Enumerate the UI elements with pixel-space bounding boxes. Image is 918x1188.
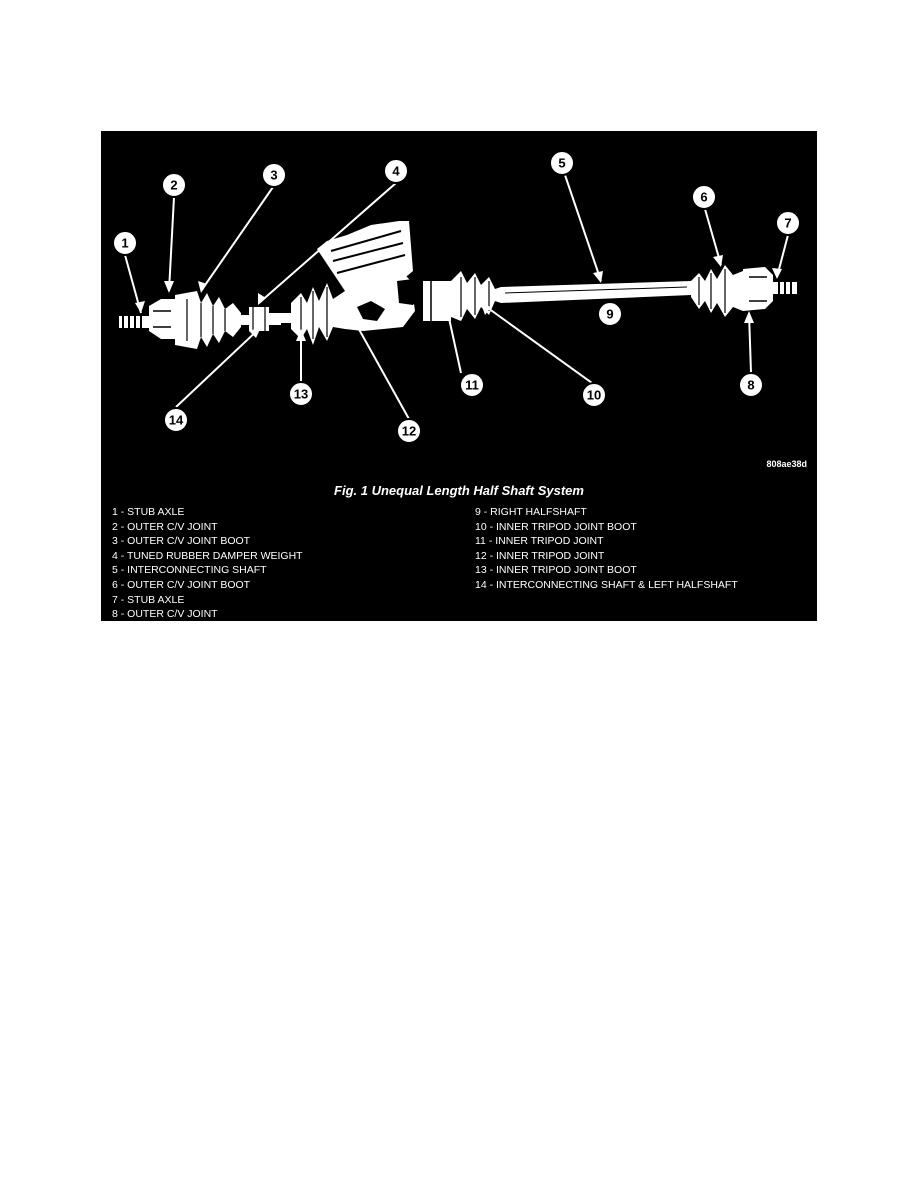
figure-code: 808ae38d (766, 459, 807, 469)
svg-text:8: 8 (747, 377, 755, 393)
callout-9 (598, 302, 622, 326)
right-inner-joint-drawing (423, 271, 501, 321)
callout-11 (460, 373, 484, 397)
legend-item-10: 10 - INNER TRIPOD JOINT BOOT (475, 520, 637, 533)
callout-10 (582, 383, 606, 407)
figure-panel (101, 131, 817, 621)
legend-item-7: 7 - STUB AXLE (112, 593, 185, 606)
legend-right-column (475, 505, 738, 593)
damper-weight-drawing (249, 307, 269, 331)
svg-text:3: 3 (270, 167, 278, 183)
left-outer-cv-joint-drawing (149, 299, 175, 339)
legend-item-2: 2 - OUTER C/V JOINT (112, 520, 218, 533)
svg-text:11: 11 (465, 377, 479, 393)
legend-item-9: 9 - RIGHT HALFSHAFT (475, 506, 587, 518)
svg-text:4: 4 (392, 163, 400, 179)
legend-item-12: 12 - INNER TRIPOD JOINT (475, 549, 605, 562)
legend-item-13: 13 - INNER TRIPOD JOINT BOOT (475, 564, 637, 577)
callout-2 (162, 173, 186, 197)
legend-item-1: 1 - STUB AXLE (112, 506, 185, 518)
legend-item-8: 8 - OUTER C/V JOINT (112, 608, 218, 621)
svg-text:12: 12 (401, 423, 417, 439)
svg-text:5: 5 (558, 155, 566, 171)
left-stub-axle-drawing (119, 316, 149, 328)
svg-text:13: 13 (293, 386, 309, 402)
callout-3 (262, 163, 286, 187)
svg-text:2: 2 (170, 177, 178, 193)
callout-6 (692, 185, 716, 209)
svg-text:14: 14 (168, 412, 184, 428)
legend-left-column (112, 505, 303, 621)
svg-text:7: 7 (784, 215, 792, 231)
left-outer-boot-drawing (175, 291, 241, 349)
svg-text:1: 1 (121, 235, 129, 251)
callout-4 (384, 159, 408, 183)
right-outer-boot-drawing (691, 265, 743, 317)
right-outer-cv-joint-drawing (743, 267, 773, 311)
svg-text:6: 6 (700, 189, 708, 205)
legend-item-14: 14 - INTERCONNECTING SHAFT & LEFT HALFSHAFT (475, 578, 738, 591)
callout-13 (289, 382, 313, 406)
right-stub-axle-drawing (773, 282, 797, 294)
legend-item-6: 6 - OUTER C/V JOINT BOOT (112, 578, 251, 591)
legend-item-4: 4 - TUNED RUBBER DAMPER WEIGHT (112, 549, 303, 562)
legend-item-11: 11 - INNER TRIPOD JOINT (475, 535, 604, 548)
svg-text:9: 9 (606, 306, 614, 322)
legend-item-3: 3 - OUTER C/V JOINT BOOT (112, 535, 251, 548)
svg-text:10: 10 (586, 387, 602, 403)
figure-caption: Fig. 1 Unequal Length Half Shaft System (334, 483, 584, 498)
callout-1 (113, 231, 137, 255)
callout-7 (776, 211, 800, 235)
callout-8 (739, 373, 763, 397)
legend-item-5: 5 - INTERCONNECTING SHAFT (112, 564, 267, 577)
callout-5 (550, 151, 574, 175)
callout-14 (164, 408, 188, 432)
callout-12 (397, 419, 421, 443)
half-shaft-illustration (101, 131, 817, 471)
